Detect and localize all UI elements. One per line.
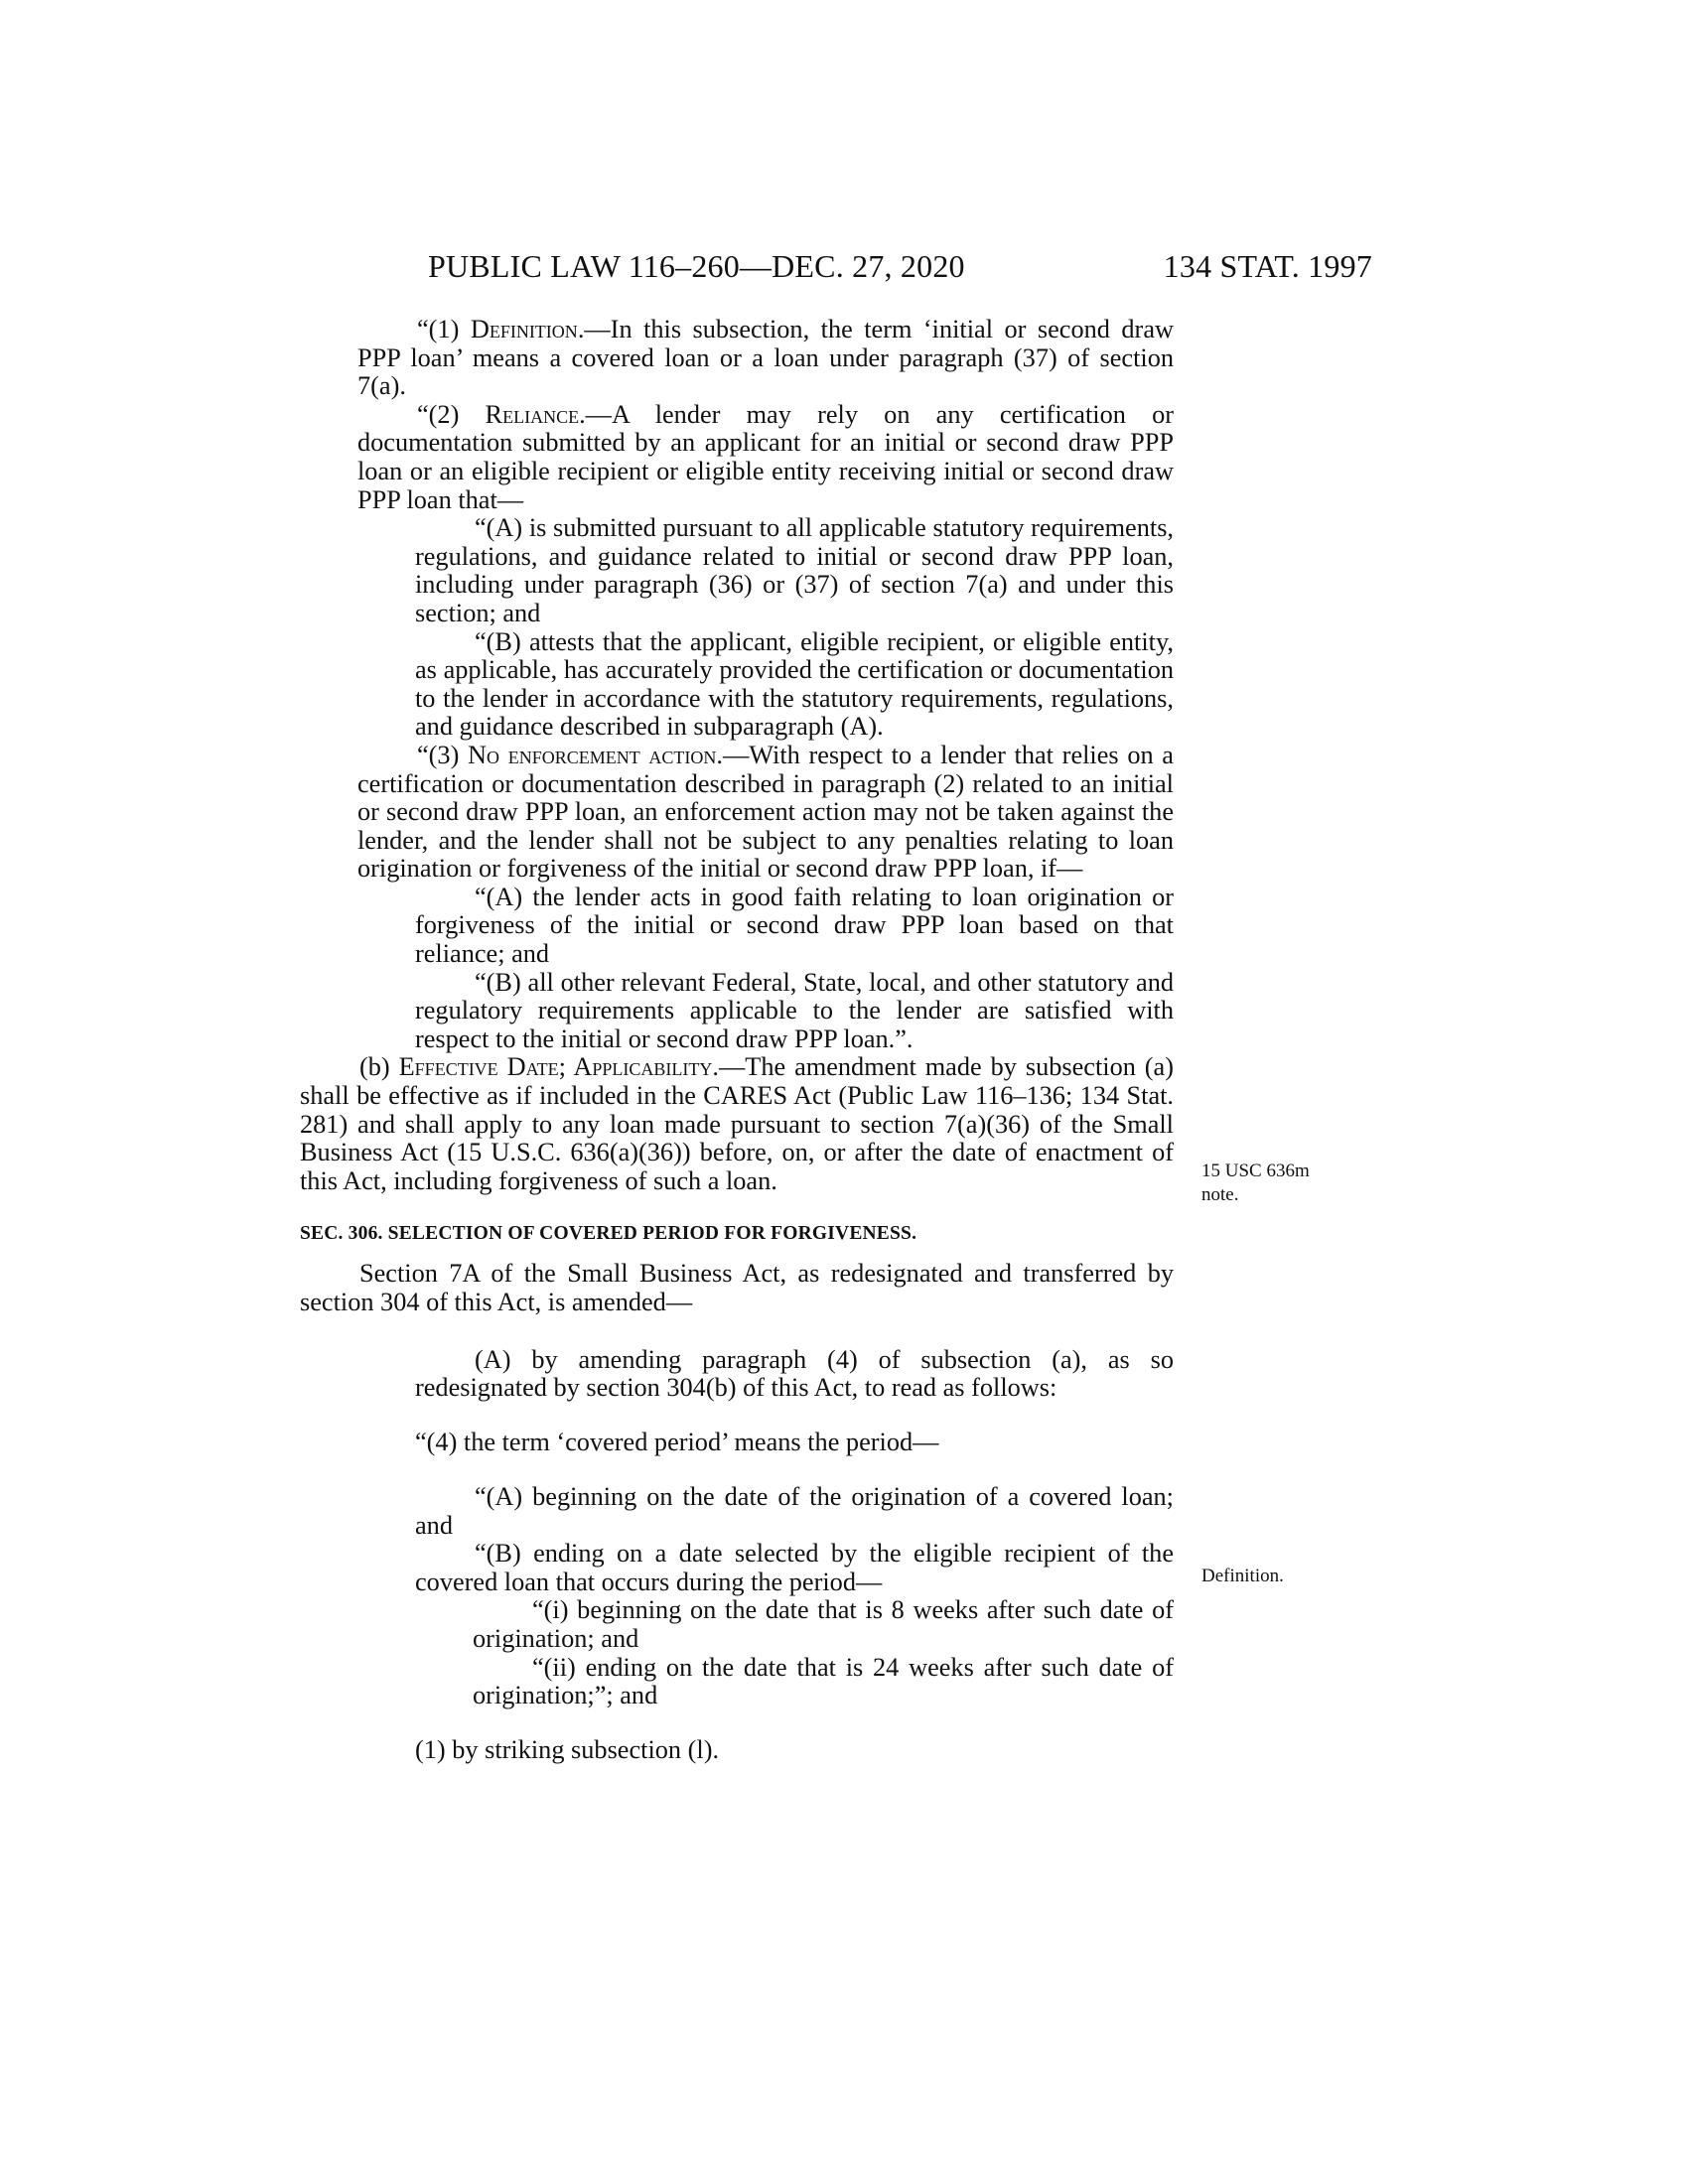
paragraph-text: .—In this subsection, the term ‘initial or second draw PPP loan’ means a covered loan or a loan under paragraph (37) of section 7(a).	[357, 315, 1174, 401]
definition-4b: “(B) ending on a date selected by the eligible recipient of the covered loan that occurs during the period—	[415, 1539, 1174, 1596]
spacer	[300, 1317, 1174, 1346]
paragraph-number: “(1)	[417, 315, 471, 343]
paragraph-1-definition	[357, 316, 1174, 401]
section-306-heading: SEC. 306. SELECTION OF COVERED PERIOD FOR FORGIVENESS.	[300, 1223, 917, 1245]
definition-4b-i: “(i) beginning on the date that is 8 weeks after such date of origination; and	[473, 1595, 1174, 1653]
page-header-title: PUBLIC LAW 116–260—DEC. 27, 2020	[428, 248, 965, 284]
page-header-stat: 134 STAT. 1997	[1163, 248, 1372, 284]
margin-note-definition: Definition.	[1201, 1566, 1284, 1586]
subparagraph-3b: “(B) all other relevant Federal, State, local, and other statutory and regulatory requirements applicable to the lender are satisfied with respect to the initial or second draw PPP loan.”.	[415, 967, 1174, 1053]
margin-note-usc-line1: 15 USC 636m	[1201, 1160, 1310, 1181]
definition-4b-ii: “(ii) ending on the date that is 24 weeks after such date of origination;”; and	[473, 1652, 1174, 1710]
section-306-intro: Section 7A of the Small Business Act, as redesignated and transferred by section 304 of this Act, is amended—	[300, 1259, 1174, 1316]
paragraph-2-reliance	[357, 401, 1174, 514]
margin-note-usc	[1201, 1160, 1310, 1207]
paragraph-text: .—A lender may rely on any certification or documentation submitted by an applicant for an initial or second draw PPP loan or an eligible recipient or eligible entity receiving initial or second draw PPP loan that—	[357, 399, 1174, 514]
paragraph-heading: No enforcement action	[468, 740, 717, 769]
definition-4-covered-period: “(4) the term ‘covered period’ means the period—	[415, 1428, 939, 1457]
subparagraph-3a: “(A) the lender acts in good faith relating to loan origination or forgiveness of the initial or second draw PPP loan based on that reliance; and	[415, 882, 1174, 969]
paragraph-number: “(2)	[417, 399, 486, 429]
paragraph-heading: Definition	[470, 315, 578, 343]
subparagraph-2b: “(B) attests that the applicant, eligible recipient, or eligible entity, as applicable, has accurately provided the certification or documentation to the lender in accordance with the statutory requirements, regulations, and guidance described in subparagraph (A).	[415, 626, 1174, 742]
item-a-amending: (A) by amending paragraph (4) of subsection (a), as so redesignated by section 304(b) of this Act, to read as follows:	[415, 1344, 1174, 1403]
paragraph-text: .—With respect to a lender that relies on a certification or documentation described in paragraph (2) related to an initial or second draw PPP loan, an enforcement action may not be taken against the lender, and the lender shall not be subject to any penalties relating to loan origination or forgiveness of the initial or second draw PPP loan, if—	[357, 740, 1174, 884]
paragraph-3-no-enforcement	[357, 742, 1174, 884]
document-body	[300, 316, 1174, 1791]
page-header	[428, 246, 1372, 286]
subsection-b-effective-date	[300, 1053, 1174, 1195]
margin-note-usc-line2: note.	[1201, 1184, 1239, 1205]
paragraph-number: (b)	[359, 1052, 399, 1082]
item-1-striking: (1) by striking subsection (l).	[415, 1735, 720, 1765]
definition-4a: “(A) beginning on the date of the origination of a covered loan; and	[415, 1481, 1174, 1540]
paragraph-heading: Reliance	[485, 399, 580, 429]
subparagraph-2a: “(A) is submitted pursuant to all applicable statutory requirements, regulations, and guidance related to initial or second draw PPP loan, including under paragraph (36) or (37) of section 7(a) and under this section; and	[415, 513, 1174, 627]
paragraph-text: .—The amendment made by subsection (a) shall be effective as if included in the CARES Act (Public Law 116–136; 134 Stat. 281) and shall apply to any loan made pursuant to section 7(a)(36) of the Small Business Act (15 U.S.C. 636(a)(36)) before, on, or after the date of enactment of this Act, including forgiveness of such a loan.	[300, 1052, 1174, 1195]
paragraph-heading: Effective Date; Applicability	[398, 1052, 713, 1082]
paragraph-number: “(3)	[417, 740, 469, 769]
